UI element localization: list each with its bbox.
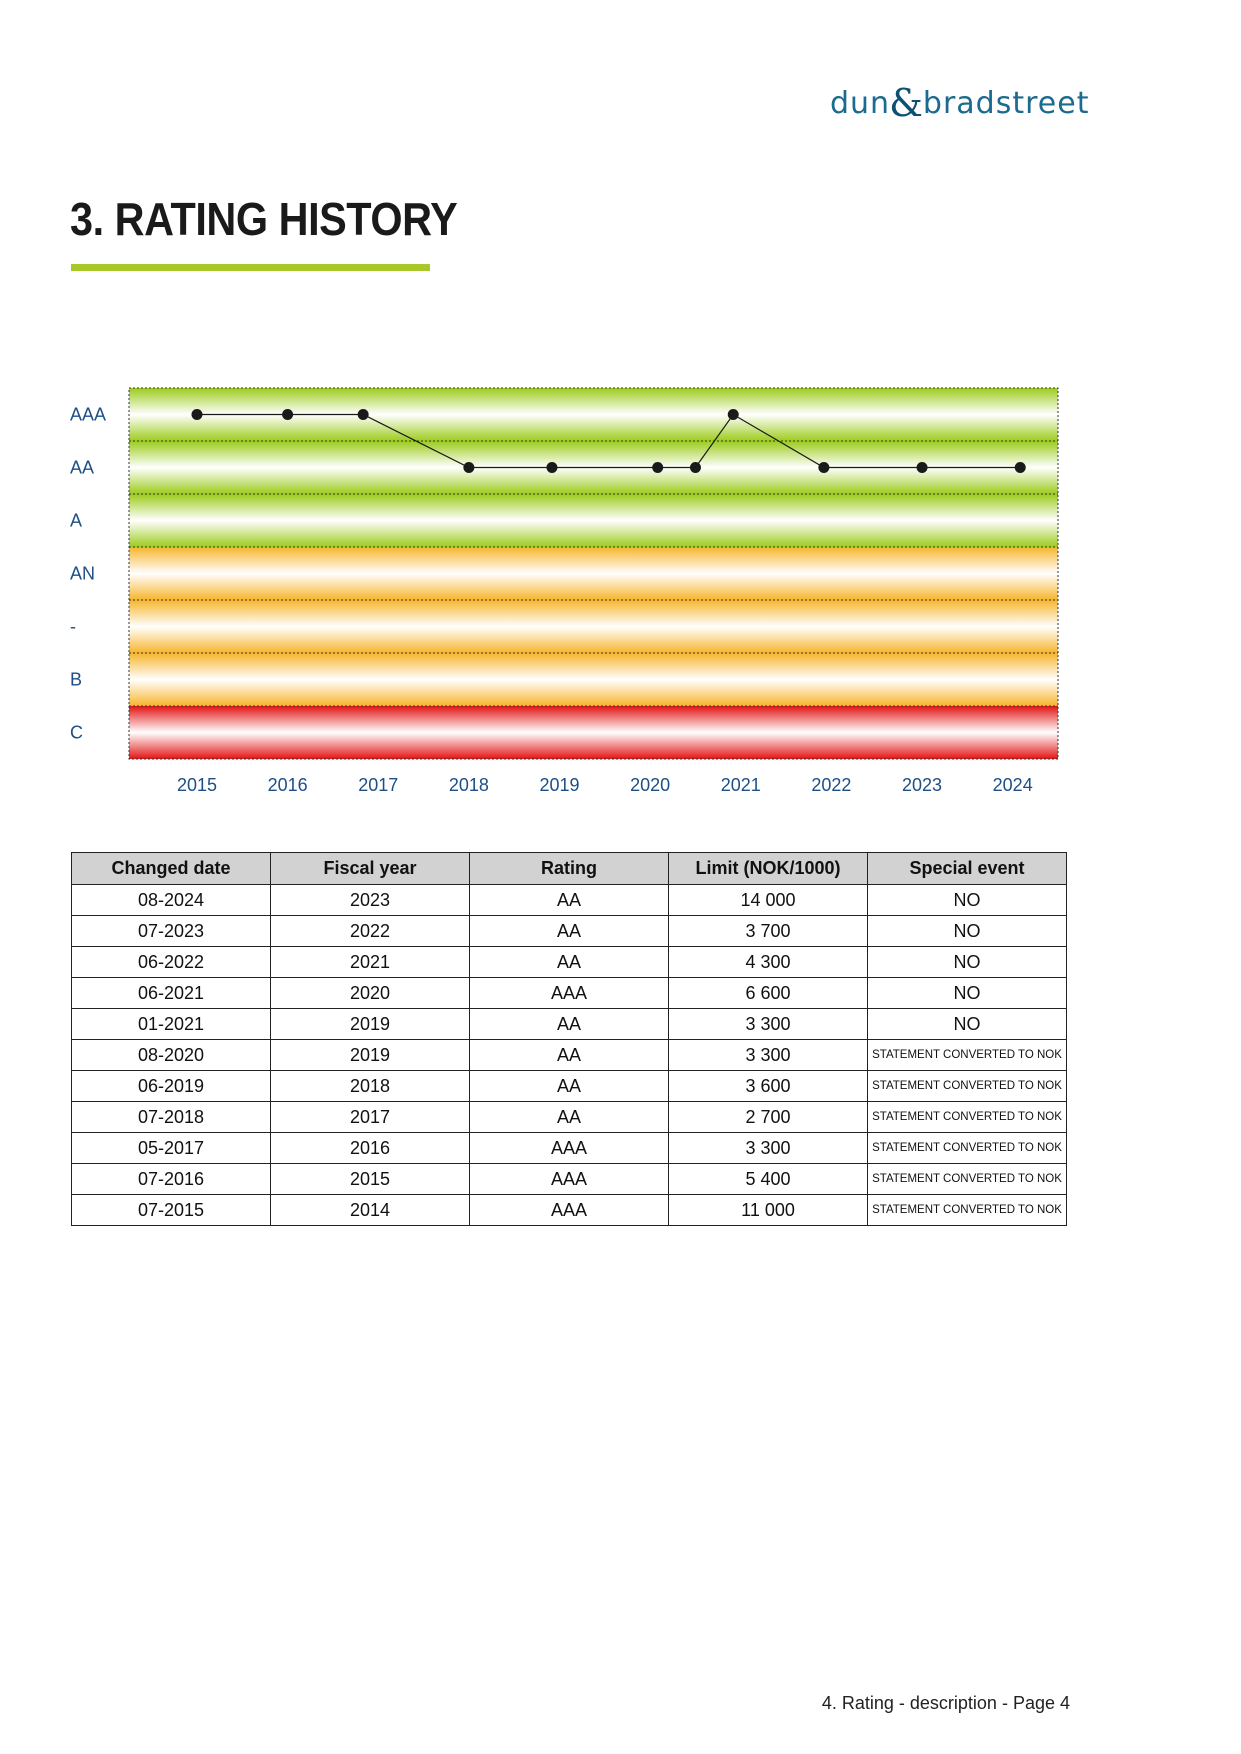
table-cell: 2022 [271, 916, 470, 947]
y-tick-label: C [70, 722, 83, 743]
rating-history-chart [60, 380, 1080, 810]
x-tick-label: 2017 [358, 775, 399, 795]
table-cell: AA [470, 916, 669, 947]
table-cell: AA [470, 1009, 669, 1040]
rating-point [917, 462, 928, 473]
table-cell: STATEMENT CONVERTED TO NOK [868, 1040, 1067, 1071]
column-header: Limit (NOK/1000) [669, 853, 868, 885]
table-cell: 3 300 [669, 1009, 868, 1040]
table-cell: STATEMENT CONVERTED TO NOK [868, 1195, 1067, 1226]
dun-bradstreet-logo [830, 78, 1090, 125]
table-cell: NO [868, 947, 1067, 978]
table-cell: 2019 [271, 1009, 470, 1040]
table-cell: AAA [470, 1133, 669, 1164]
table-cell: 2021 [271, 947, 470, 978]
table-cell: 06-2022 [72, 947, 271, 978]
table-cell: NO [868, 978, 1067, 1009]
table-cell: 3 300 [669, 1040, 868, 1071]
table-row [72, 1071, 1067, 1102]
table-row [72, 947, 1067, 978]
table-row [72, 1195, 1067, 1226]
table-cell: STATEMENT CONVERTED TO NOK [868, 1133, 1067, 1164]
rating-band-dash [129, 600, 1058, 653]
table-body [72, 885, 1067, 1226]
table-cell: 2 700 [669, 1102, 868, 1133]
rating-point [728, 409, 739, 420]
table-cell: 08-2020 [72, 1040, 271, 1071]
rating-point [690, 462, 701, 473]
table-cell: 3 600 [669, 1071, 868, 1102]
table-cell: STATEMENT CONVERTED TO NOK [868, 1071, 1067, 1102]
table-cell: 07-2016 [72, 1164, 271, 1195]
table-row [72, 885, 1067, 916]
table-cell: 6 600 [669, 978, 868, 1009]
y-tick-label: AAA [70, 404, 107, 425]
table-row [72, 1102, 1067, 1133]
table-cell: 2017 [271, 1102, 470, 1133]
x-tick-label: 2023 [902, 775, 943, 795]
column-header: Changed date [72, 853, 271, 885]
y-tick-label: AN [70, 563, 96, 584]
table-cell: 2016 [271, 1133, 470, 1164]
table-row [72, 1133, 1067, 1164]
table-cell: 05-2017 [72, 1133, 271, 1164]
y-tick-label: A [70, 510, 83, 531]
table-row [72, 978, 1067, 1009]
table-cell: 2019 [271, 1040, 470, 1071]
table-cell: 2023 [271, 885, 470, 916]
table-row [72, 1164, 1067, 1195]
table-cell: 07-2023 [72, 916, 271, 947]
logo-ampersand: & [889, 81, 924, 125]
rating-point [358, 409, 369, 420]
table-cell: 01-2021 [72, 1009, 271, 1040]
table-cell: AA [470, 1102, 669, 1133]
table-cell: 07-2015 [72, 1195, 271, 1226]
rating-history-chart-svg [60, 380, 1080, 810]
logo-text-bradstreet: bradstreet [922, 86, 1090, 121]
table-cell: 07-2018 [72, 1102, 271, 1133]
rating-history-table [71, 852, 1067, 1226]
table-cell: AA [470, 1040, 669, 1071]
table-cell: STATEMENT CONVERTED TO NOK [868, 1102, 1067, 1133]
title-underline [71, 264, 430, 271]
column-header: Rating [470, 853, 669, 885]
page-footer: 4. Rating - description - Page 4 [821, 1693, 1070, 1713]
table-cell: 2014 [271, 1195, 470, 1226]
rating-point [463, 462, 474, 473]
x-tick-label: 2020 [630, 775, 671, 795]
rating-point [191, 409, 202, 420]
table-cell: 4 300 [669, 947, 868, 978]
rating-point [818, 462, 829, 473]
table-cell: AA [470, 1071, 669, 1102]
x-tick-label: 2015 [176, 775, 217, 795]
rating-point [546, 462, 557, 473]
x-tick-label: 2018 [448, 775, 489, 795]
table-cell: AAA [470, 978, 669, 1009]
table-cell: NO [868, 1009, 1067, 1040]
table-cell: 06-2021 [72, 978, 271, 1009]
x-tick-label: 2024 [992, 775, 1033, 795]
column-header: Special event [868, 853, 1067, 885]
x-tick-label: 2022 [811, 775, 852, 795]
table-cell: AAA [470, 1195, 669, 1226]
table-cell: 11 000 [669, 1195, 868, 1226]
rating-band-b [129, 653, 1058, 706]
rating-point [652, 462, 663, 473]
table-cell: AA [470, 947, 669, 978]
x-tick-label: 2019 [539, 775, 580, 795]
table-cell: NO [868, 885, 1067, 916]
table-cell: AA [470, 885, 669, 916]
table-header-row [72, 853, 1067, 885]
table-cell: 14 000 [669, 885, 868, 916]
rating-band-an [129, 547, 1058, 600]
y-tick-label: - [70, 616, 76, 637]
rating-band-c [129, 706, 1058, 759]
rating-band-a [129, 494, 1058, 547]
x-tick-label: 2016 [267, 775, 308, 795]
table-cell: 2015 [271, 1164, 470, 1195]
rating-point [282, 409, 293, 420]
y-tick-label: B [70, 669, 83, 690]
logo-text-dun: dun [830, 86, 891, 121]
table-cell: 2020 [271, 978, 470, 1009]
table-cell: 3 700 [669, 916, 868, 947]
x-tick-label: 2021 [720, 775, 761, 795]
table-cell: 3 300 [669, 1133, 868, 1164]
table-cell: 06-2019 [72, 1071, 271, 1102]
table-row [72, 1040, 1067, 1071]
page-title: 3. RATING HISTORY [70, 193, 458, 245]
rating-point [1015, 462, 1026, 473]
table-cell: NO [868, 916, 1067, 947]
table-cell: STATEMENT CONVERTED TO NOK [868, 1164, 1067, 1195]
table-row [72, 916, 1067, 947]
table-cell: 08-2024 [72, 885, 271, 916]
table-cell: AAA [470, 1164, 669, 1195]
table-cell: 2018 [271, 1071, 470, 1102]
table-cell: 5 400 [669, 1164, 868, 1195]
column-header: Fiscal year [271, 853, 470, 885]
table-row [72, 1009, 1067, 1040]
y-tick-label: AA [70, 457, 95, 478]
